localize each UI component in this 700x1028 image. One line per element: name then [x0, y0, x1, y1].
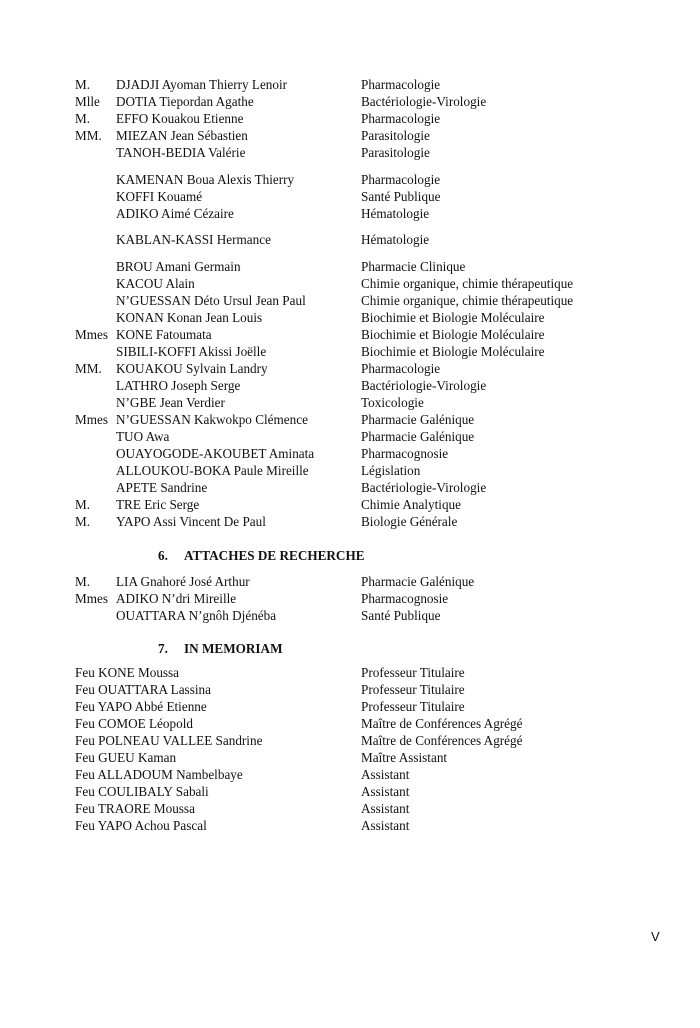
row-name: SIBILI-KOFFI Akissi Joëlle — [116, 344, 267, 359]
row-department: Pharmacie Galénique — [361, 574, 475, 589]
staff-row — [0, 292, 700, 309]
row-title: M. — [75, 497, 91, 512]
staff-row — [0, 590, 700, 607]
row-department: Chimie organique, chimie thérapeutique — [361, 293, 574, 308]
staff-row — [0, 231, 700, 248]
row-department: Chimie Analytique — [361, 497, 461, 512]
row-department: Législation — [361, 463, 421, 478]
row-name: KONAN Konan Jean Louis — [116, 310, 263, 325]
memoriam-row — [0, 698, 700, 715]
staff-row — [0, 360, 700, 377]
staff-row — [0, 496, 700, 513]
row-department: Pharmacognosie — [361, 591, 449, 606]
memoriam-row — [0, 681, 700, 698]
row-name: Feu YAPO Abbé Etienne — [75, 699, 207, 714]
section-title: ATTACHES DE RECHERCHE — [184, 548, 365, 563]
staff-row — [0, 513, 700, 530]
staff-row — [0, 258, 700, 275]
row-rank: Assistant — [361, 767, 410, 782]
staff-row — [0, 93, 700, 110]
row-department: Pharmacie Galénique — [361, 412, 475, 427]
row-name: Feu COULIBALY Sabali — [75, 784, 209, 799]
row-rank: Maître Assistant — [361, 750, 448, 765]
staff-row — [0, 428, 700, 445]
row-title: M. — [75, 514, 91, 529]
row-name: ADIKO Aimé Cézaire — [116, 206, 234, 221]
row-rank: Professeur Titulaire — [361, 699, 465, 714]
row-name: MIEZAN Jean Sébastien — [116, 128, 248, 143]
row-name: N’GUESSAN Déto Ursul Jean Paul — [116, 293, 306, 308]
staff-row — [0, 343, 700, 360]
row-title: M. — [75, 574, 91, 589]
staff-row — [0, 573, 700, 590]
row-name: TANOH-BEDIA Valérie — [116, 145, 246, 160]
row-department: Chimie organique, chimie thérapeutique — [361, 276, 574, 291]
memoriam-row — [0, 766, 700, 783]
row-name: TRE Eric Serge — [116, 497, 200, 512]
staff-row — [0, 607, 700, 624]
row-name: Feu POLNEAU VALLEE Sandrine — [75, 733, 263, 748]
row-name: ALLOUKOU-BOKA Paule Mireille — [116, 463, 309, 478]
row-title: Mlle — [75, 94, 100, 109]
row-department: Pharmacologie — [361, 172, 441, 187]
memoriam-row — [0, 664, 700, 681]
staff-row — [0, 411, 700, 428]
staff-row — [0, 205, 700, 222]
row-department: Biologie Générale — [361, 514, 458, 529]
row-department: Hématologie — [361, 206, 430, 221]
row-name: Feu OUATTARA Lassina — [75, 682, 211, 697]
staff-row — [0, 110, 700, 127]
row-name: OUAYOGODE-AKOUBET Aminata — [116, 446, 315, 461]
row-rank: Professeur Titulaire — [361, 665, 465, 680]
row-department: Bactériologie-Virologie — [361, 378, 487, 393]
row-rank: Assistant — [361, 818, 410, 833]
row-rank: Assistant — [361, 784, 410, 799]
staff-row — [0, 144, 700, 161]
staff-row — [0, 445, 700, 462]
staff-row — [0, 394, 700, 411]
row-department: Biochimie et Biologie Moléculaire — [361, 327, 545, 342]
staff-row — [0, 76, 700, 93]
staff-row — [0, 377, 700, 394]
row-name: APETE Sandrine — [116, 480, 208, 495]
row-rank: Maître de Conférences Agrégé — [361, 716, 523, 731]
row-name: OUATTARA N’gnôh Djénéba — [116, 608, 277, 623]
row-department: Parasitologie — [361, 145, 430, 160]
row-department: Toxicologie — [361, 395, 424, 410]
row-department: Santé Publique — [361, 189, 441, 204]
row-name: TUO Awa — [116, 429, 170, 444]
row-name: LATHRO Joseph Serge — [116, 378, 241, 393]
row-name: Feu TRAORE Moussa — [75, 801, 195, 816]
row-name: EFFO Kouakou Etienne — [116, 111, 244, 126]
row-rank: Maître de Conférences Agrégé — [361, 733, 523, 748]
row-rank: Professeur Titulaire — [361, 682, 465, 697]
row-title: M. — [75, 111, 91, 126]
staff-row — [0, 326, 700, 343]
staff-row — [0, 188, 700, 205]
row-title: Mmes — [75, 327, 108, 342]
row-department: Biochimie et Biologie Moléculaire — [361, 310, 545, 325]
row-name: Feu YAPO Achou Pascal — [75, 818, 207, 833]
row-title: MM. — [75, 128, 102, 143]
row-name: N’GBE Jean Verdier — [116, 395, 225, 410]
section-heading-attaches — [158, 547, 365, 565]
row-name: DJADJI Ayoman Thierry Lenoir — [116, 77, 288, 92]
memoriam-row — [0, 749, 700, 766]
section-number: 6. — [158, 548, 168, 563]
row-name: KAMENAN Boua Alexis Thierry — [116, 172, 295, 187]
memoriam-row — [0, 715, 700, 732]
row-title: Mmes — [75, 591, 108, 606]
row-name: KACOU Alain — [116, 276, 195, 291]
section-title: IN MEMORIAM — [184, 641, 283, 656]
row-name: KABLAN-KASSI Hermance — [116, 232, 271, 247]
staff-row — [0, 462, 700, 479]
row-name: KONE Fatoumata — [116, 327, 212, 342]
row-name: ADIKO N’dri Mireille — [116, 591, 237, 606]
memoriam-row — [0, 817, 700, 834]
row-department: Pharmacologie — [361, 361, 441, 376]
row-title: MM. — [75, 361, 102, 376]
row-name: YAPO Assi Vincent De Paul — [116, 514, 266, 529]
row-department: Biochimie et Biologie Moléculaire — [361, 344, 545, 359]
staff-row — [0, 171, 700, 188]
row-name: Feu GUEU Kaman — [75, 750, 177, 765]
row-name: BROU Amani Germain — [116, 259, 241, 274]
row-name: KOUAKOU Sylvain Landry — [116, 361, 268, 376]
section-heading-in-memoriam — [158, 640, 283, 658]
row-department: Bactériologie-Virologie — [361, 480, 487, 495]
row-department: Pharmacognosie — [361, 446, 449, 461]
staff-row — [0, 127, 700, 144]
row-name: DOTIA Tiepordan Agathe — [116, 94, 254, 109]
row-department: Pharmacie Clinique — [361, 259, 466, 274]
row-name: Feu ALLADOUM Nambelbaye — [75, 767, 243, 782]
staff-row — [0, 309, 700, 326]
section-number: 7. — [158, 641, 168, 656]
row-department: Parasitologie — [361, 128, 430, 143]
row-name: Feu KONE Moussa — [75, 665, 180, 680]
row-department: Pharmacie Galénique — [361, 429, 475, 444]
row-name: KOFFI Kouamé — [116, 189, 203, 204]
row-department: Santé Publique — [361, 608, 441, 623]
page-number: V — [651, 929, 660, 944]
row-department: Bactériologie-Virologie — [361, 94, 487, 109]
row-department: Pharmacologie — [361, 77, 441, 92]
row-department: Pharmacologie — [361, 111, 441, 126]
staff-row — [0, 479, 700, 496]
row-rank: Assistant — [361, 801, 410, 816]
row-name: LIA Gnahoré José Arthur — [116, 574, 250, 589]
memoriam-row — [0, 800, 700, 817]
row-title: M. — [75, 77, 91, 92]
memoriam-row — [0, 783, 700, 800]
row-name: N’GUESSAN Kakwokpo Clémence — [116, 412, 308, 427]
row-department: Hématologie — [361, 232, 430, 247]
row-title: Mmes — [75, 412, 108, 427]
row-name: Feu COMOE Léopold — [75, 716, 193, 731]
staff-row — [0, 275, 700, 292]
memoriam-row — [0, 732, 700, 749]
